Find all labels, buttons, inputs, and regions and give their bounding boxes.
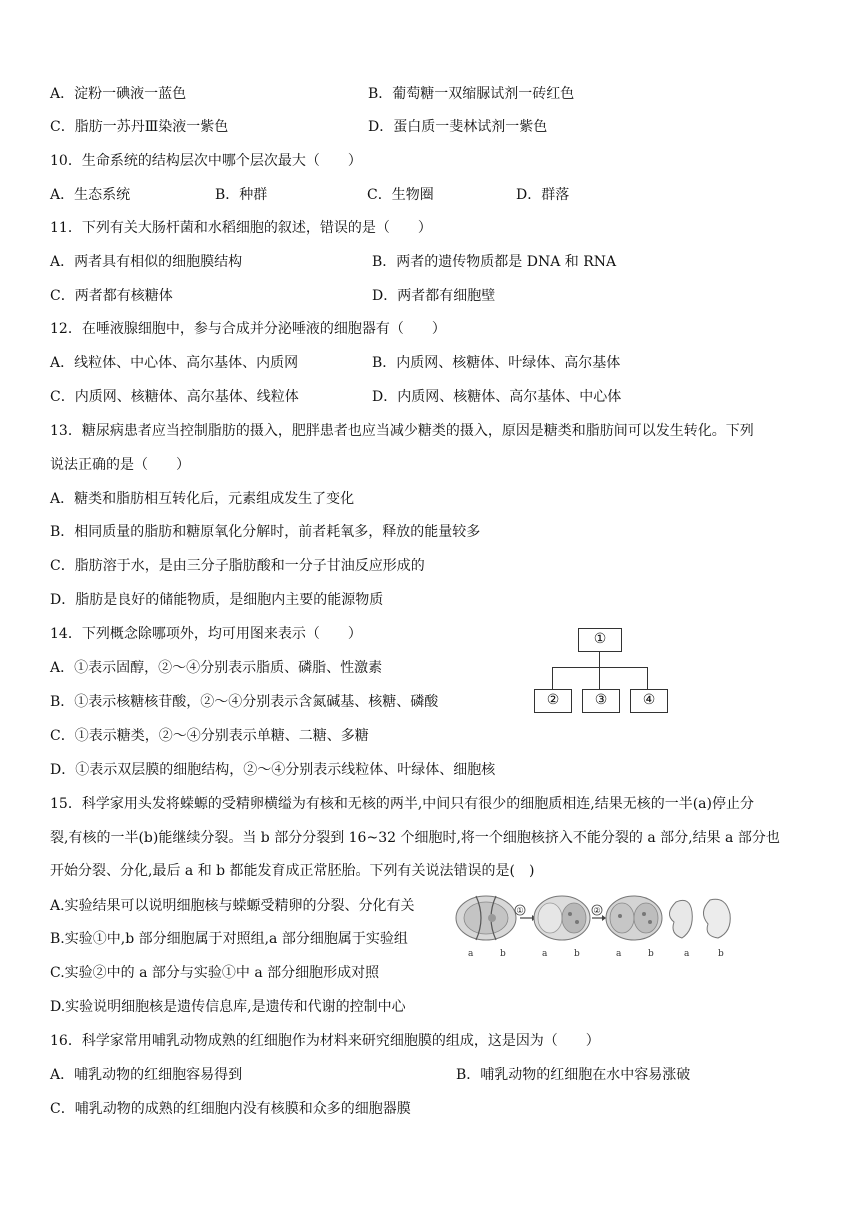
diagram-connector-horizontal — [552, 667, 648, 668]
q12-option-b: B．内质网、核糖体、叶绿体、高尔基体 — [372, 355, 621, 371]
q10-option-b: B．种群 — [215, 187, 268, 203]
q15-stem-line2: 裂,有核的一半(b)能继续分裂。当 b 部分分裂到 16~32 个细胞时,将一个细胞核挤入不能分裂的 a 部分,结果 a 部分也 — [50, 830, 780, 846]
embryo-experiment-figure — [452, 892, 740, 962]
q13-stem-line1: 13．糖尿病患者应当控制脂肪的摄入，肥胖患者也应当减少糖类的摄入，原因是糖类和脂肪间可以发生转化。下列 — [50, 423, 754, 439]
q14-option-a: A．①表示固醇，②～④分别表示脂质、磷脂、性激素 — [50, 660, 383, 676]
q12-option-a: A．线粒体、中心体、高尔基体、内质网 — [50, 355, 299, 371]
q15-option-d: D.实验说明细胞核是遗传信息库,是遗传和代谢的控制中心 — [50, 999, 406, 1015]
embryo-a-illustration — [669, 900, 692, 938]
embryo-experiment-svg — [452, 892, 740, 962]
diagram-connector-mid — [599, 667, 600, 689]
q13-option-d: D．脂肪是良好的储能物质，是细胞内主要的能源物质 — [50, 592, 384, 608]
q11-stem: 11．下列有关大肠杆菌和水稻细胞的叙述，错误的是（ ） — [50, 220, 432, 236]
q14-option-c: C．①表示糖类，②～④分别表示单糖、二糖、多糖 — [50, 728, 369, 744]
fig-label: a — [468, 949, 474, 959]
fig-label: b — [500, 949, 506, 959]
q15-stem-line1: 15．科学家用头发将蝾螈的受精卵横缢为有核和无核的两半,中间只有很少的细胞质相连,结果无核的一半(a)停止分 — [50, 796, 754, 812]
q14-option-d: D．①表示双层膜的细胞结构，②～④分别表示线粒体、叶绿体、细胞核 — [50, 762, 496, 778]
q12-stem: 12．在唾液腺细胞中，参与合成并分泌唾液的细胞器有（ ） — [50, 321, 446, 337]
q9-option-b: B．葡萄糖一双缩脲试剂一砖红色 — [368, 86, 575, 102]
diagram-box-right: ④ — [630, 689, 668, 713]
arrow-step-1 — [515, 905, 536, 921]
nucleus-transfer-illustration — [606, 896, 662, 940]
fig-label: a — [542, 949, 548, 959]
fig-label: b — [718, 949, 724, 959]
fig-label: a — [616, 949, 622, 959]
diagram-box-top: ① — [578, 628, 622, 652]
q10-stem: 10．生命系统的结构层次中哪个层次最大（ ） — [50, 153, 362, 169]
q11-option-b: B．两者的遗传物质都是 DNA 和 RNA — [372, 254, 617, 270]
q15-option-c: C.实验②中的 a 部分与实验①中 a 部分细胞形成对照 — [50, 965, 380, 981]
q12-option-d: D．内质网、核糖体、高尔基体、中心体 — [372, 389, 622, 405]
q15-option-b: B.实验①中,b 部分细胞属于对照组,a 部分细胞属于实验组 — [50, 931, 408, 947]
diagram-connector-vertical — [599, 651, 600, 667]
q10-option-c: C．生物圈 — [367, 187, 434, 203]
fig-label: b — [574, 949, 580, 959]
q14-stem: 14．下列概念除哪项外，均可用图来表示（ ） — [50, 626, 362, 642]
q11-option-d: D．两者都有细胞壁 — [372, 288, 496, 304]
arrow-step-2 — [592, 905, 606, 921]
q15-option-a: A.实验结果可以说明细胞核与蝾螈受精卵的分裂、分化有关 — [50, 898, 415, 914]
q13-stem-line2: 说法正确的是（ ） — [50, 457, 190, 473]
q10-option-d: D．群落 — [516, 187, 570, 203]
q9-option-a: A．淀粉一碘液一蓝色 — [50, 86, 187, 102]
q11-option-a: A．两者具有相似的细胞膜结构 — [50, 254, 243, 270]
q13-option-c: C．脂肪溶于水，是由三分子脂肪酸和一分子甘油反应形成的 — [50, 558, 425, 574]
q16-option-c: C．哺乳动物的成熟的红细胞内没有核膜和众多的细胞器膜 — [50, 1101, 411, 1117]
fig-label: a — [684, 949, 690, 959]
q16-option-a: A．哺乳动物的红细胞容易得到 — [50, 1067, 243, 1083]
q10-option-a: A．生态系统 — [50, 187, 131, 203]
q13-option-a: A．糖类和脂肪相互转化后，元素组成发生了变化 — [50, 491, 355, 507]
step-1-label: ① — [516, 906, 524, 915]
diagram-connector-right — [647, 667, 648, 689]
q11-option-c: C．两者都有核糖体 — [50, 288, 173, 304]
dividing-egg-illustration — [534, 896, 590, 940]
fig-label: b — [648, 949, 654, 959]
constricted-egg-illustration — [456, 896, 516, 940]
diagram-box-mid: ③ — [582, 689, 620, 713]
q16-stem: 16．科学家常用哺乳动物成熟的红细胞作为材料来研究细胞膜的组成，这是因为（ ） — [50, 1033, 600, 1049]
diagram-connector-left — [552, 667, 553, 689]
q9-option-c: C．脂肪一苏丹Ⅲ染液一紫色 — [50, 119, 229, 135]
q15-stem-line3: 开始分裂、分化,最后 a 和 b 都能发育成正常胚胎。下列有关说法错误的是( ) — [50, 863, 535, 879]
q14-option-b: B．①表示核糖核苷酸，②～④分别表示含氮碱基、核糖、磷酸 — [50, 694, 439, 710]
diagram-box-left: ② — [534, 689, 572, 713]
q16-option-b: B．哺乳动物的红细胞在水中容易涨破 — [456, 1067, 691, 1083]
q13-option-b: B．相同质量的脂肪和糖原氧化分解时，前者耗氧多，释放的能量较多 — [50, 524, 481, 540]
step-2-label: ② — [593, 906, 601, 915]
q12-option-c: C．内质网、核糖体、高尔基体、线粒体 — [50, 389, 299, 405]
embryo-b-illustration — [703, 899, 730, 938]
q9-option-d: D．蛋白质一斐林试剂一紫色 — [368, 119, 548, 135]
